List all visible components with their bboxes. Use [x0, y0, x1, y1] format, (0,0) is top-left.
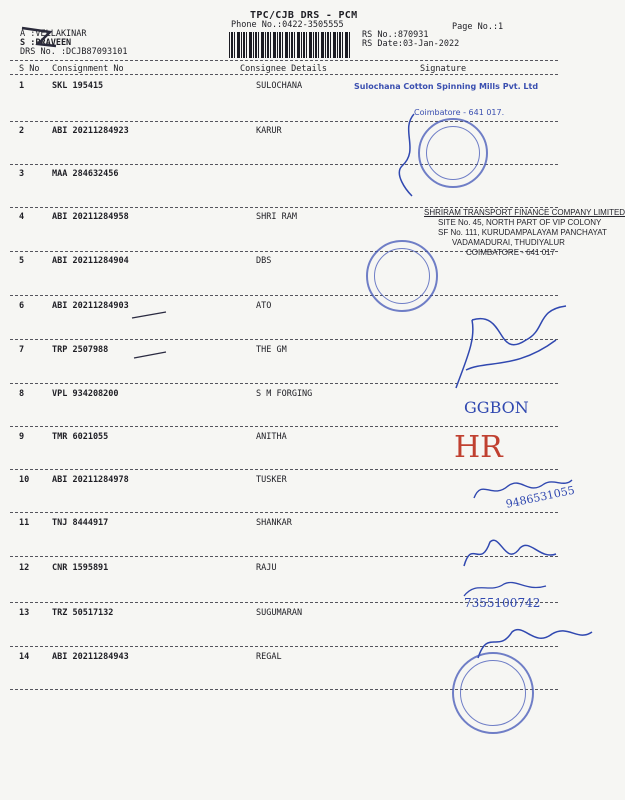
- row-sno: 4: [19, 212, 25, 222]
- row-sno: 12: [19, 563, 30, 573]
- row-consignment: ABI 20211284923: [52, 126, 129, 136]
- row-consignee: S M FORGING: [256, 389, 313, 399]
- phone-number: Phone No.:0422-3505555: [231, 20, 344, 30]
- row-sno: 11: [19, 518, 30, 528]
- col-consignment: Consignment No: [52, 64, 124, 74]
- bank-stamp-seal: [418, 118, 488, 188]
- header-divider: [10, 60, 558, 61]
- row-consignment: TNJ 8444917: [52, 518, 109, 528]
- finance-stamp-line: SF No. 111, KURUDAMPALAYAM PANCHAYAT: [438, 228, 607, 237]
- row-consignee: SULOCHANA: [256, 81, 303, 91]
- col-signature: Signature: [420, 64, 467, 74]
- row-sno: 1: [19, 81, 25, 91]
- row-consignment: TRP 2507988: [52, 345, 109, 355]
- row-divider: [10, 512, 558, 513]
- row-consignment: TMR 6021055: [52, 432, 109, 442]
- rs-date: RS Date:03-Jan-2022: [362, 39, 460, 49]
- signature-row9: HR: [454, 430, 503, 465]
- row-consignee: SHRI RAM: [256, 212, 297, 222]
- finance-stamp-line: SHRIRAM TRANSPORT FINANCE COMPANY LIMITED: [424, 208, 625, 217]
- finance-stamp-line: SITE No. 45, NORTH PART OF VIP COLONY: [438, 218, 602, 227]
- row-consignment: ABI 20211284978: [52, 475, 129, 485]
- company-stamp-text: Sulochana Cotton Spinning Mills Pvt. Ltd: [354, 82, 539, 91]
- row-sno: 7: [19, 345, 25, 355]
- row-consignee: SUGUMARAN: [256, 608, 303, 618]
- row-sno: 13: [19, 608, 30, 618]
- col-consignee: Consignee Details: [240, 64, 327, 74]
- row-divider: [10, 426, 558, 427]
- row-sno: 9: [19, 432, 25, 442]
- row-sno: 3: [19, 169, 25, 179]
- finance-stamp-line: VADAMADURAI, THUDIYALUR: [452, 238, 565, 247]
- row-sno: 2: [19, 126, 25, 136]
- signature-row8: GGBON: [464, 398, 529, 417]
- barcode: [229, 32, 351, 58]
- row-consignment: ABI 20211284943: [52, 652, 129, 662]
- row-consignment: CNR 1595891: [52, 563, 109, 573]
- row-consignment: MAA 284632456: [52, 169, 119, 179]
- row-consignee: REGAL: [256, 652, 282, 662]
- header-scribble: [20, 24, 60, 48]
- row-divider: [10, 121, 558, 122]
- column-divider: [10, 74, 558, 75]
- document-title: TPC/CJB DRS - PCM: [250, 10, 358, 21]
- row-consignee: TUSKER: [256, 475, 287, 485]
- row-consignment: VPL 934208200: [52, 389, 119, 399]
- signature-row6-7: [446, 300, 584, 392]
- bank-stamp-seal: [366, 240, 438, 312]
- row-sno: 14: [19, 652, 30, 662]
- drs-number: DRS No. :DCJB87093101: [20, 47, 128, 57]
- row-divider: [10, 295, 558, 296]
- row-consignment: TRZ 50517132: [52, 608, 114, 618]
- row-sno: 5: [19, 256, 25, 266]
- row-consignee: ANITHA: [256, 432, 287, 442]
- row-consignee: SHANKAR: [256, 518, 292, 528]
- row-divider: [10, 469, 558, 470]
- row-consignment: ABI 20211284904: [52, 256, 129, 266]
- signature-row11: [460, 530, 570, 574]
- row-consignee: ATO: [256, 301, 272, 311]
- company-stamp-city: Coimbatore - 641 017.: [414, 108, 505, 117]
- page-number: Page No.:1: [452, 22, 504, 32]
- staff-field: S :PRAVEEN: [20, 38, 72, 48]
- row-consignment: ABI 20211284958: [52, 212, 129, 222]
- area-field: A :VELLAKINAR: [20, 29, 87, 39]
- signature-row13-phone: 7355100742: [464, 596, 541, 610]
- finance-stamp-line: COIMBATORE - 641 017: [466, 248, 556, 257]
- rs-number: RS No.:870931: [362, 30, 429, 40]
- signature-row2: [392, 110, 426, 200]
- row-consignee: RAJU: [256, 563, 277, 573]
- row-sno: 8: [19, 389, 25, 399]
- commodities-stamp-seal: [452, 652, 534, 734]
- row-consignment: SKL 195415: [52, 81, 104, 91]
- row-consignee: THE GM: [256, 345, 287, 355]
- row-consignment: ABI 20211284903: [52, 301, 129, 311]
- row-consignee: DBS: [256, 256, 272, 266]
- finance-stamp: [424, 208, 625, 258]
- signature-row10-phone: 9486531055: [504, 483, 576, 511]
- row-sno: 6: [19, 301, 25, 311]
- row-consignee: KARUR: [256, 126, 282, 136]
- col-sno: S No: [19, 64, 40, 74]
- row-sno: 10: [19, 475, 30, 485]
- pen-marks: [130, 306, 170, 366]
